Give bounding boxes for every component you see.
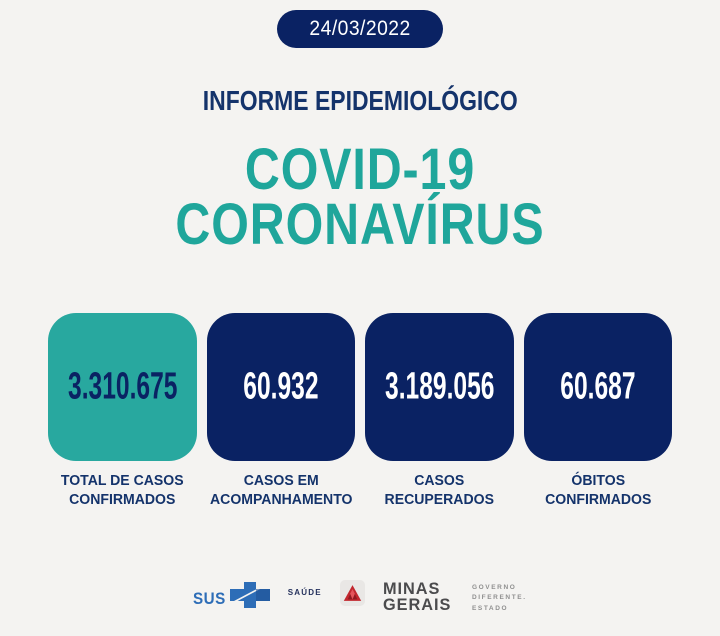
slogan-line1: GOVERNO [471, 584, 517, 591]
minas-gerais-emblem [340, 580, 365, 606]
stat-recovered-cases [365, 313, 514, 509]
stat-label-total-cases-line2: CONFIRMADOS [69, 491, 176, 508]
slogan-line2: DIFERENTE. [471, 594, 527, 602]
stat-label-active-cases [207, 472, 356, 509]
date-text: 24/03/2022 [309, 17, 411, 40]
stat-label-deaths-line2: CONFIRMADOS [544, 491, 651, 508]
stat-card-total-cases [48, 313, 197, 461]
stat-value-active-cases: 60.932 [243, 365, 319, 408]
stat-card-recovered-cases [365, 313, 514, 461]
stat-active-cases [207, 313, 356, 509]
stat-card-active-cases [207, 313, 356, 461]
stat-value-recovered-cases: 3.189.056 [384, 365, 494, 408]
stat-card-deaths [524, 313, 673, 461]
page-title [0, 136, 720, 257]
stat-label-recovered-cases [365, 472, 514, 509]
stats-row [48, 313, 672, 509]
stat-label-recovered-cases-line2: RECUPERADOS [384, 491, 494, 508]
minas-gerais-line2: GERAIS [382, 594, 452, 614]
minas-gerais-wordmark [383, 576, 454, 612]
sus-logo [193, 576, 269, 608]
stat-label-total-cases [48, 472, 197, 509]
sus-cross-icon [230, 582, 270, 608]
government-slogan [472, 576, 527, 614]
report-subtitle [0, 86, 720, 117]
date-badge [277, 10, 443, 48]
stat-value-deaths: 60.687 [560, 365, 636, 408]
saude-label: SAÚDE [287, 588, 322, 597]
title-line-covid: COVID-19 [244, 136, 476, 202]
stat-label-active-cases-line2: ACOMPANHAMENTO [209, 491, 352, 508]
title-line-coronavirus: CORONAVÍRUS [175, 191, 545, 257]
minas-gerais-line1: MINAS [382, 579, 441, 598]
stat-label-active-cases-line1: CASOS EM [243, 473, 319, 489]
footer-logos [0, 576, 720, 636]
stat-label-total-cases-line1: TOTAL DE CASOS [60, 473, 184, 489]
stat-total-cases [48, 313, 197, 509]
minas-gerais-triangle-icon [343, 584, 362, 602]
report-subtitle-text: INFORME EPIDEMIOLÓGICO [202, 85, 518, 117]
stat-value-total-cases: 3.310.675 [67, 365, 177, 408]
stat-deaths [524, 313, 673, 509]
stat-label-recovered-cases-line1: CASOS [414, 473, 465, 489]
stat-label-deaths-line1: ÓBITOS [570, 473, 625, 489]
sus-logo-text: SUS [193, 590, 227, 608]
slogan-line3: ESTADO [471, 604, 509, 612]
stat-label-deaths [524, 472, 673, 509]
